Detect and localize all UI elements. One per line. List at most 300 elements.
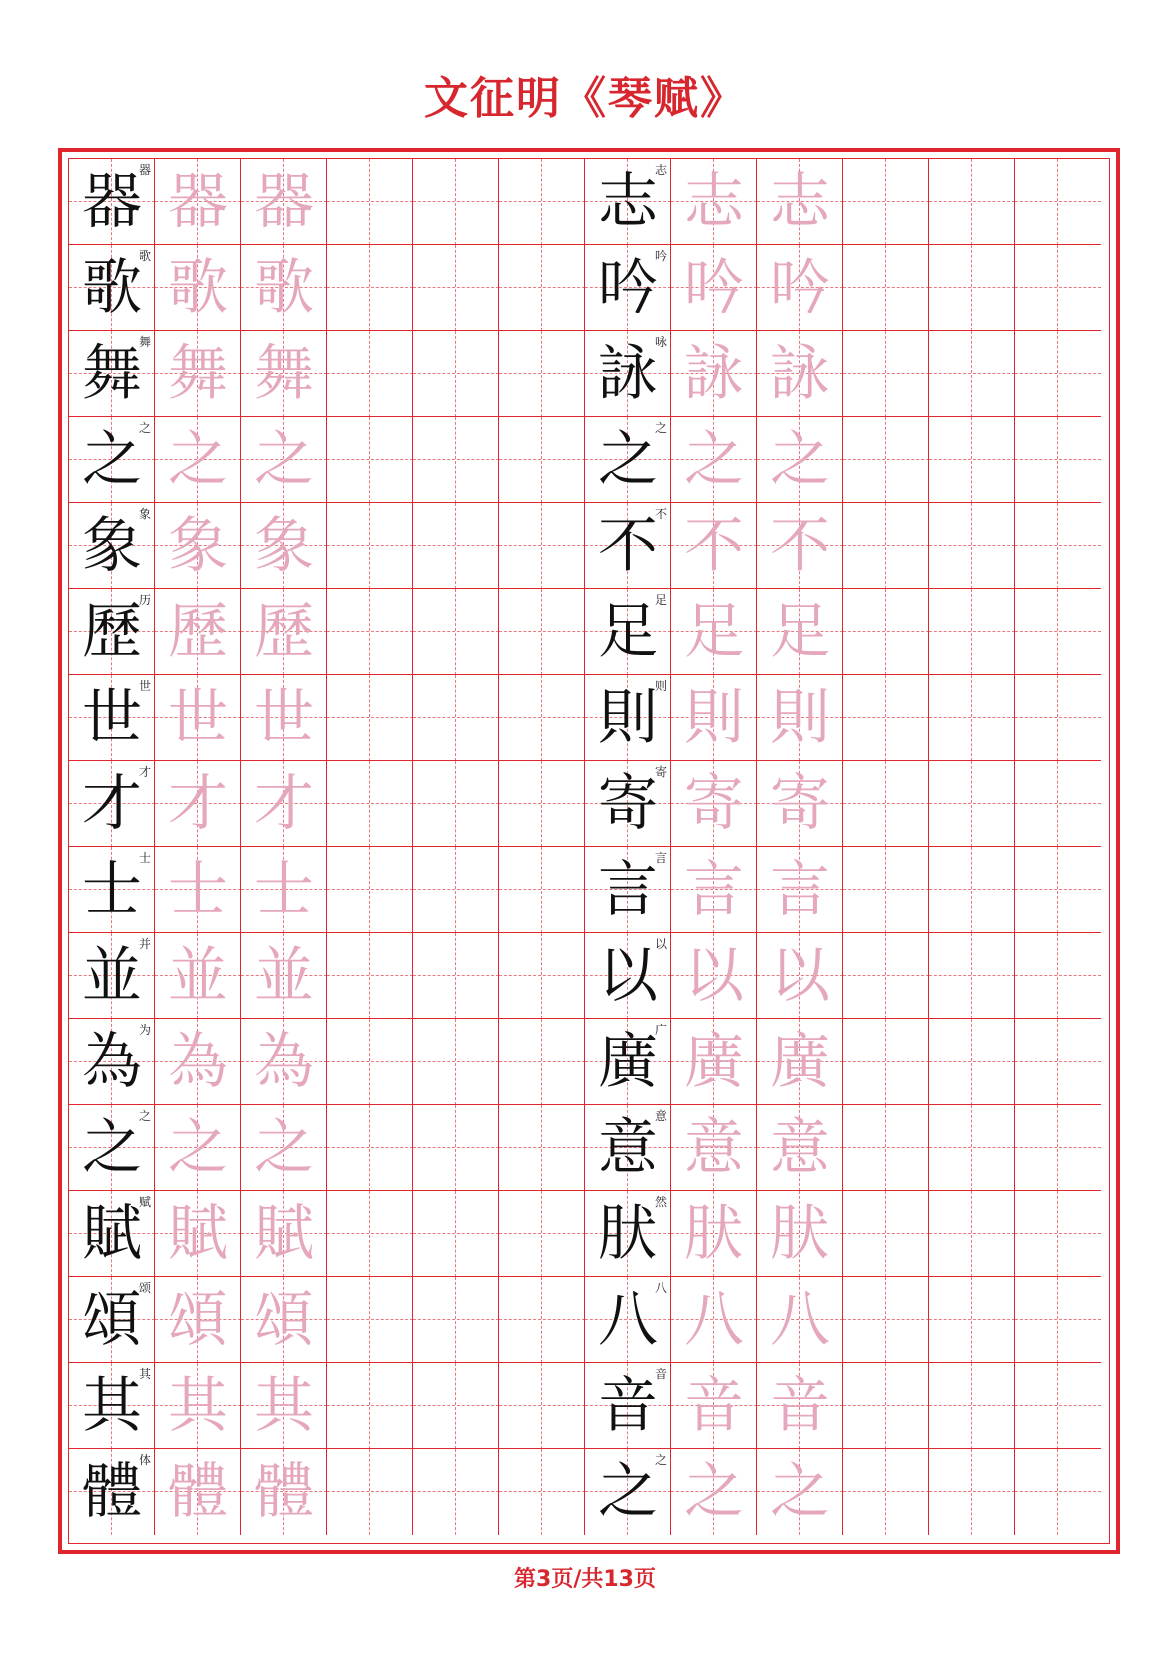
simplified-note: 为	[138, 1023, 151, 1037]
model-character: 言	[598, 855, 658, 925]
grid-cell	[1015, 589, 1101, 675]
grid-cell	[843, 503, 929, 589]
grid-cell	[1015, 1363, 1101, 1449]
grid-cell	[843, 761, 929, 847]
simplified-note: 才	[138, 765, 151, 779]
grid-cell	[585, 503, 671, 589]
grid-cell	[929, 1363, 1015, 1449]
grid-cell	[155, 417, 241, 503]
grid-cell	[929, 675, 1015, 761]
grid-cell	[671, 1019, 757, 1105]
grid-cell	[671, 847, 757, 933]
grid-cell	[499, 417, 585, 503]
grid-cell	[241, 503, 327, 589]
grid-cell	[499, 331, 585, 417]
grid-cell	[585, 1019, 671, 1105]
tracing-character: 才	[254, 769, 314, 839]
simplified-note: 颂	[138, 1281, 151, 1295]
tracing-character: 為	[254, 1027, 314, 1097]
grid-cell	[843, 1019, 929, 1105]
grid-cell	[843, 245, 929, 331]
grid-cell	[1015, 159, 1101, 245]
tracing-character: 歷	[254, 597, 314, 667]
grid-cell	[241, 675, 327, 761]
grid-cell	[413, 1277, 499, 1363]
page-title: 文征明《琴赋》	[424, 73, 746, 124]
grid-cell	[1015, 1277, 1101, 1363]
grid-cell	[499, 1277, 585, 1363]
model-character: 吟	[598, 253, 658, 323]
tracing-character: 並	[168, 941, 228, 1011]
tracing-character: 歷	[168, 597, 228, 667]
model-character: 寄	[598, 769, 658, 839]
grid-cell	[69, 417, 155, 503]
tracing-character: 意	[684, 1113, 744, 1183]
tracing-character: 足	[684, 597, 744, 667]
tracing-character: 以	[684, 941, 744, 1011]
grid-cell	[757, 1449, 843, 1535]
tracing-character: 之	[684, 1457, 744, 1527]
simplified-note: 寄	[654, 765, 667, 779]
grid-cell	[413, 675, 499, 761]
grid-cell	[843, 1105, 929, 1191]
grid-cell	[69, 1191, 155, 1277]
model-character: 並	[82, 941, 142, 1011]
grid-cell	[69, 675, 155, 761]
grid-cell	[929, 331, 1015, 417]
grid-cell	[757, 417, 843, 503]
grid-cell	[69, 1363, 155, 1449]
grid-cell	[241, 1191, 327, 1277]
simplified-note: 之	[654, 1453, 667, 1467]
tracing-character: 歌	[254, 253, 314, 323]
grid-cell	[929, 847, 1015, 933]
model-character: 為	[82, 1027, 142, 1097]
tracing-character: 寄	[770, 769, 830, 839]
simplified-note: 赋	[138, 1195, 151, 1209]
grid-cell	[241, 1363, 327, 1449]
grid-cell	[843, 1449, 929, 1535]
tracing-character: 廣	[770, 1027, 830, 1097]
grid-cell	[327, 331, 413, 417]
tracing-character: 詠	[770, 339, 830, 409]
tracing-character: 八	[684, 1285, 744, 1355]
tracing-character: 則	[770, 683, 830, 753]
grid-cell	[69, 503, 155, 589]
tracing-character: 言	[770, 855, 830, 925]
simplified-note: 则	[654, 679, 667, 693]
grid-cell	[241, 159, 327, 245]
grid-cell	[241, 589, 327, 675]
simplified-note: 然	[654, 1195, 667, 1209]
simplified-note: 广	[654, 1023, 667, 1037]
grid-cell	[585, 1277, 671, 1363]
grid-cell	[757, 847, 843, 933]
grid-cell	[499, 761, 585, 847]
grid-cell	[757, 159, 843, 245]
practice-grid	[68, 158, 1110, 1544]
model-character: 舞	[82, 339, 142, 409]
grid-cell	[1015, 1105, 1101, 1191]
grid-cell	[69, 847, 155, 933]
model-character: 歌	[82, 253, 142, 323]
simplified-note: 并	[138, 937, 151, 951]
tracing-character: 賦	[168, 1199, 228, 1269]
grid-cell	[499, 245, 585, 331]
grid-cell	[241, 1277, 327, 1363]
tracing-character: 以	[770, 941, 830, 1011]
tracing-character: 則	[684, 683, 744, 753]
tracing-character: 音	[684, 1371, 744, 1441]
tracing-character: 吟	[684, 253, 744, 323]
grid-cell	[757, 1019, 843, 1105]
model-character: 以	[598, 941, 658, 1011]
grid-cell	[413, 1363, 499, 1449]
grid-cell	[929, 503, 1015, 589]
grid-cell	[413, 245, 499, 331]
tracing-character: 世	[168, 683, 228, 753]
model-character: 意	[598, 1113, 658, 1183]
simplified-note: 音	[654, 1367, 667, 1381]
grid-cell	[69, 933, 155, 1019]
grid-cell	[69, 245, 155, 331]
model-character: 音	[598, 1371, 658, 1441]
simplified-note: 八	[654, 1281, 667, 1295]
grid-cell	[155, 675, 241, 761]
grid-cell	[499, 503, 585, 589]
grid-cell	[843, 1277, 929, 1363]
simplified-note: 以	[654, 937, 667, 951]
model-character: 足	[598, 597, 658, 667]
simplified-note: 象	[138, 507, 151, 521]
simplified-note: 咏	[654, 335, 667, 349]
grid-cell	[585, 847, 671, 933]
grid-cell	[671, 589, 757, 675]
grid-cell	[413, 933, 499, 1019]
grid-cell	[585, 933, 671, 1019]
grid-cell	[671, 675, 757, 761]
grid-cell	[757, 933, 843, 1019]
grid-cell	[585, 417, 671, 503]
grid-cell	[929, 1105, 1015, 1191]
grid-cell	[671, 933, 757, 1019]
grid-cell	[413, 417, 499, 503]
grid-cell	[671, 331, 757, 417]
tracing-character: 之	[168, 425, 228, 495]
grid-cell	[585, 1449, 671, 1535]
grid-cell	[413, 1019, 499, 1105]
grid-cell	[241, 331, 327, 417]
tracing-character: 肰	[770, 1199, 830, 1269]
grid-cell	[671, 1449, 757, 1535]
grid-cell	[757, 761, 843, 847]
simplified-note: 言	[654, 851, 667, 865]
simplified-note: 不	[654, 507, 667, 521]
grid-cell	[843, 1363, 929, 1449]
simplified-note: 歌	[138, 249, 151, 263]
model-character: 詠	[598, 339, 658, 409]
grid-cell	[413, 1191, 499, 1277]
simplified-note: 之	[138, 421, 151, 435]
grid-cell	[155, 245, 241, 331]
grid-cell	[671, 417, 757, 503]
grid-cell	[499, 159, 585, 245]
grid-cell	[241, 933, 327, 1019]
grid-cell	[499, 1191, 585, 1277]
model-character: 頌	[82, 1285, 142, 1355]
tracing-character: 之	[770, 1457, 830, 1527]
tracing-character: 器	[254, 167, 314, 237]
simplified-note: 志	[654, 163, 667, 177]
tracing-character: 意	[770, 1113, 830, 1183]
grid-cell	[241, 761, 327, 847]
tracing-character: 並	[254, 941, 314, 1011]
grid-cell	[155, 159, 241, 245]
grid-cell	[1015, 1191, 1101, 1277]
grid-cell	[155, 503, 241, 589]
tracing-character: 器	[168, 167, 228, 237]
grid-cell	[671, 503, 757, 589]
simplified-note: 意	[654, 1109, 667, 1123]
tracing-character: 不	[770, 511, 830, 581]
simplified-note: 足	[654, 593, 667, 607]
grid-cell	[1015, 761, 1101, 847]
grid-cell	[155, 589, 241, 675]
grid-cell	[843, 847, 929, 933]
grid-cell	[843, 331, 929, 417]
grid-cell	[327, 1449, 413, 1535]
grid-cell	[327, 1191, 413, 1277]
grid-cell	[1015, 933, 1101, 1019]
tracing-character: 詠	[684, 339, 744, 409]
grid-cell	[1015, 245, 1101, 331]
model-character: 不	[598, 511, 658, 581]
grid-cell	[413, 159, 499, 245]
grid-cell	[327, 589, 413, 675]
grid-cell	[155, 761, 241, 847]
grid-cell	[413, 589, 499, 675]
tracing-character: 其	[254, 1371, 314, 1441]
model-character: 世	[82, 683, 142, 753]
model-character: 則	[598, 683, 658, 753]
simplified-note: 之	[654, 421, 667, 435]
grid-cell	[499, 675, 585, 761]
grid-cell	[585, 589, 671, 675]
grid-cell	[843, 933, 929, 1019]
tracing-character: 足	[770, 597, 830, 667]
grid-cell	[155, 1105, 241, 1191]
grid-cell	[327, 1019, 413, 1105]
grid-cell	[241, 847, 327, 933]
grid-cell	[843, 589, 929, 675]
model-character: 肰	[598, 1199, 658, 1269]
grid-cell	[929, 1019, 1015, 1105]
grid-cell	[585, 761, 671, 847]
grid-cell	[69, 1105, 155, 1191]
grid-cell	[413, 331, 499, 417]
model-character: 八	[598, 1285, 658, 1355]
grid-cell	[69, 1019, 155, 1105]
tracing-character: 象	[254, 511, 314, 581]
grid-cell	[929, 933, 1015, 1019]
model-character: 廣	[598, 1027, 658, 1097]
simplified-note: 吟	[654, 249, 667, 263]
grid-cell	[327, 1363, 413, 1449]
tracing-character: 志	[684, 167, 744, 237]
grid-cell	[69, 761, 155, 847]
grid-cell	[69, 589, 155, 675]
grid-cell	[327, 761, 413, 847]
page-number: 第3页/共13页	[514, 1567, 656, 1592]
tracing-character: 士	[168, 855, 228, 925]
tracing-character: 才	[168, 769, 228, 839]
grid-cell	[929, 761, 1015, 847]
grid-cell	[327, 675, 413, 761]
grid-cell	[585, 675, 671, 761]
grid-cell	[929, 245, 1015, 331]
grid-cell	[929, 159, 1015, 245]
grid-cell	[413, 1105, 499, 1191]
tracing-character: 寄	[684, 769, 744, 839]
tracing-character: 之	[254, 1113, 314, 1183]
grid-cell	[1015, 417, 1101, 503]
grid-cell	[929, 589, 1015, 675]
grid-cell	[155, 847, 241, 933]
tracing-character: 舞	[254, 339, 314, 409]
model-character: 之	[82, 425, 142, 495]
grid-cell	[241, 1449, 327, 1535]
grid-cell	[155, 1363, 241, 1449]
grid-cell	[843, 675, 929, 761]
grid-cell	[155, 1449, 241, 1535]
grid-cell	[1015, 331, 1101, 417]
tracing-character: 士	[254, 855, 314, 925]
grid-cell	[69, 1449, 155, 1535]
grid-cell	[327, 417, 413, 503]
tracing-character: 之	[254, 425, 314, 495]
grid-cell	[585, 245, 671, 331]
grid-cell	[843, 417, 929, 503]
grid-cell	[413, 761, 499, 847]
tracing-character: 吟	[770, 253, 830, 323]
tracing-character: 象	[168, 511, 228, 581]
tracing-character: 賦	[254, 1199, 314, 1269]
grid-cell	[585, 1363, 671, 1449]
model-character: 才	[82, 769, 142, 839]
tracing-character: 頌	[168, 1285, 228, 1355]
grid-cell	[499, 933, 585, 1019]
tracing-character: 肰	[684, 1199, 744, 1269]
grid-cell	[241, 417, 327, 503]
model-character: 士	[82, 855, 142, 925]
tracing-character: 言	[684, 855, 744, 925]
grid-cell	[499, 1105, 585, 1191]
simplified-note: 舞	[138, 335, 151, 349]
tracing-character: 頌	[254, 1285, 314, 1355]
grid-cell	[499, 1019, 585, 1105]
grid-cell	[585, 159, 671, 245]
grid-cell	[327, 503, 413, 589]
grid-cell	[327, 1277, 413, 1363]
grid-cell	[413, 847, 499, 933]
model-character: 歷	[82, 597, 142, 667]
simplified-note: 体	[138, 1453, 151, 1467]
tracing-character: 世	[254, 683, 314, 753]
grid-cell	[671, 245, 757, 331]
grid-cell	[499, 589, 585, 675]
grid-cell	[327, 847, 413, 933]
grid-cell	[499, 847, 585, 933]
grid-cell	[69, 331, 155, 417]
grid-cell	[757, 1105, 843, 1191]
grid-cell	[757, 503, 843, 589]
grid-cell	[327, 159, 413, 245]
simplified-note: 士	[138, 851, 151, 865]
grid-cell	[671, 1105, 757, 1191]
grid-cell	[757, 675, 843, 761]
grid-cell	[69, 159, 155, 245]
tracing-character: 舞	[168, 339, 228, 409]
grid-cell	[671, 1191, 757, 1277]
simplified-note: 之	[138, 1109, 151, 1123]
grid-cell	[155, 933, 241, 1019]
grid-cell	[757, 1363, 843, 1449]
grid-cell	[671, 1363, 757, 1449]
grid-cell	[327, 245, 413, 331]
tracing-character: 歌	[168, 253, 228, 323]
grid-cell	[155, 1019, 241, 1105]
model-character: 器	[82, 167, 142, 237]
grid-cell	[929, 1277, 1015, 1363]
tracing-character: 體	[168, 1457, 228, 1527]
grid-cell	[241, 1105, 327, 1191]
grid-cell	[155, 331, 241, 417]
model-character: 之	[598, 425, 658, 495]
grid-cell	[585, 331, 671, 417]
grid-cell	[757, 1277, 843, 1363]
model-character: 賦	[82, 1199, 142, 1269]
grid-cell	[1015, 847, 1101, 933]
tracing-character: 志	[770, 167, 830, 237]
model-character: 體	[82, 1457, 142, 1527]
simplified-note: 历	[138, 593, 151, 607]
grid-cell	[155, 1191, 241, 1277]
grid-cell	[757, 589, 843, 675]
grid-cell	[241, 1019, 327, 1105]
model-character: 象	[82, 511, 142, 581]
tracing-character: 其	[168, 1371, 228, 1441]
tracing-character: 之	[684, 425, 744, 495]
grid-cell	[585, 1105, 671, 1191]
tracing-character: 不	[684, 511, 744, 581]
simplified-note: 世	[138, 679, 151, 693]
tracing-character: 廣	[684, 1027, 744, 1097]
grid-cell	[757, 331, 843, 417]
grid-cell	[757, 245, 843, 331]
grid-cell	[1015, 503, 1101, 589]
grid-cell	[499, 1363, 585, 1449]
grid-cell	[929, 417, 1015, 503]
grid-cell	[327, 933, 413, 1019]
model-character: 之	[82, 1113, 142, 1183]
tracing-character: 體	[254, 1457, 314, 1527]
tracing-character: 音	[770, 1371, 830, 1441]
tracing-character: 之	[168, 1113, 228, 1183]
grid-cell	[671, 159, 757, 245]
simplified-note: 器	[138, 163, 151, 177]
model-character: 志	[598, 167, 658, 237]
grid-cell	[155, 1277, 241, 1363]
